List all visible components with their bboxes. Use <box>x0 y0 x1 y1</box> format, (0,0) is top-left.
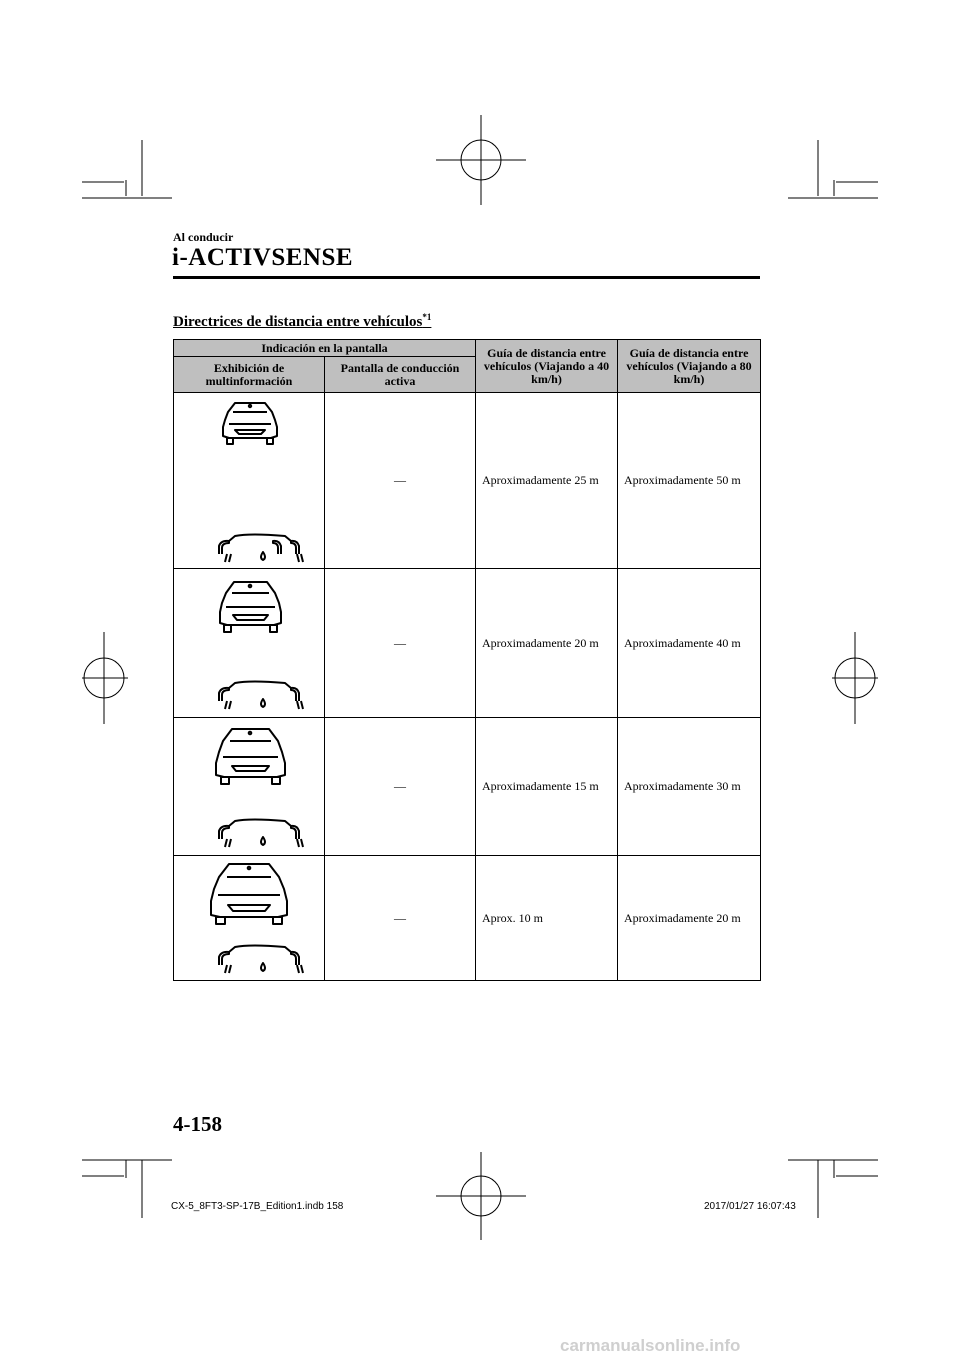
guide-80-cell: Aproximadamente 20 m <box>618 856 761 981</box>
page-title: i-ACTIVSENSE <box>172 244 354 271</box>
guide-80-cell: Aproximadamente 50 m <box>618 393 761 569</box>
footnote-marker: *1 <box>422 312 432 322</box>
active-driving-cell: — <box>325 569 476 718</box>
active-driving-cell: — <box>325 393 476 569</box>
watermark: carmanualsonline.info <box>560 1336 741 1355</box>
table-row <box>174 569 761 718</box>
multi-info-cell <box>174 856 325 981</box>
page-number: 4-158 <box>173 1112 222 1136</box>
guide-40-cell: Aproximadamente 25 m <box>476 393 618 569</box>
multi-info-cell <box>174 718 325 856</box>
guide-80-cell: Aproximadamente 40 m <box>618 569 761 718</box>
table-row <box>174 856 761 981</box>
header-divider <box>173 276 760 279</box>
car-distance-far-icon <box>189 396 309 566</box>
section-heading-text: Directrices de distancia entre vehículos <box>173 314 423 330</box>
section-heading <box>173 312 431 331</box>
table-row <box>174 393 761 569</box>
active-driving-cell: — <box>325 856 476 981</box>
header-display-indication: Indicación en la pantalla <box>174 340 476 357</box>
table-row <box>174 718 761 856</box>
guide-40-cell: Aprox. 10 m <box>476 856 618 981</box>
section-label: Al conducir <box>173 230 234 244</box>
guide-80-cell: Aproximadamente 30 m <box>618 718 761 856</box>
multi-info-cell <box>174 569 325 718</box>
header-guide-80: Guía de distancia entre vehículos (Viajando a 80 km/h) <box>618 340 761 393</box>
guide-40-cell: Aproximadamente 15 m <box>476 718 618 856</box>
car-distance-closest-icon <box>187 859 311 977</box>
footer-timestamp: 2017/01/27 16:07:43 <box>704 1201 796 1212</box>
header-guide-40: Guía de distancia entre vehículos (Viajando a 40 km/h) <box>476 340 618 393</box>
car-distance-short-icon <box>189 721 309 853</box>
distance-guide-table <box>173 339 761 981</box>
header-active-driving: Pantalla de conducción activa <box>325 357 476 393</box>
multi-info-cell <box>174 393 325 569</box>
guide-40-cell: Aproximadamente 20 m <box>476 569 618 718</box>
active-driving-cell: — <box>325 718 476 856</box>
header-multi-info: Exhibición de multinformación <box>174 357 325 393</box>
footer-file-info: CX-5_8FT3-SP-17B_Edition1.indb 158 <box>171 1201 344 1212</box>
car-distance-medium-icon <box>189 573 309 713</box>
